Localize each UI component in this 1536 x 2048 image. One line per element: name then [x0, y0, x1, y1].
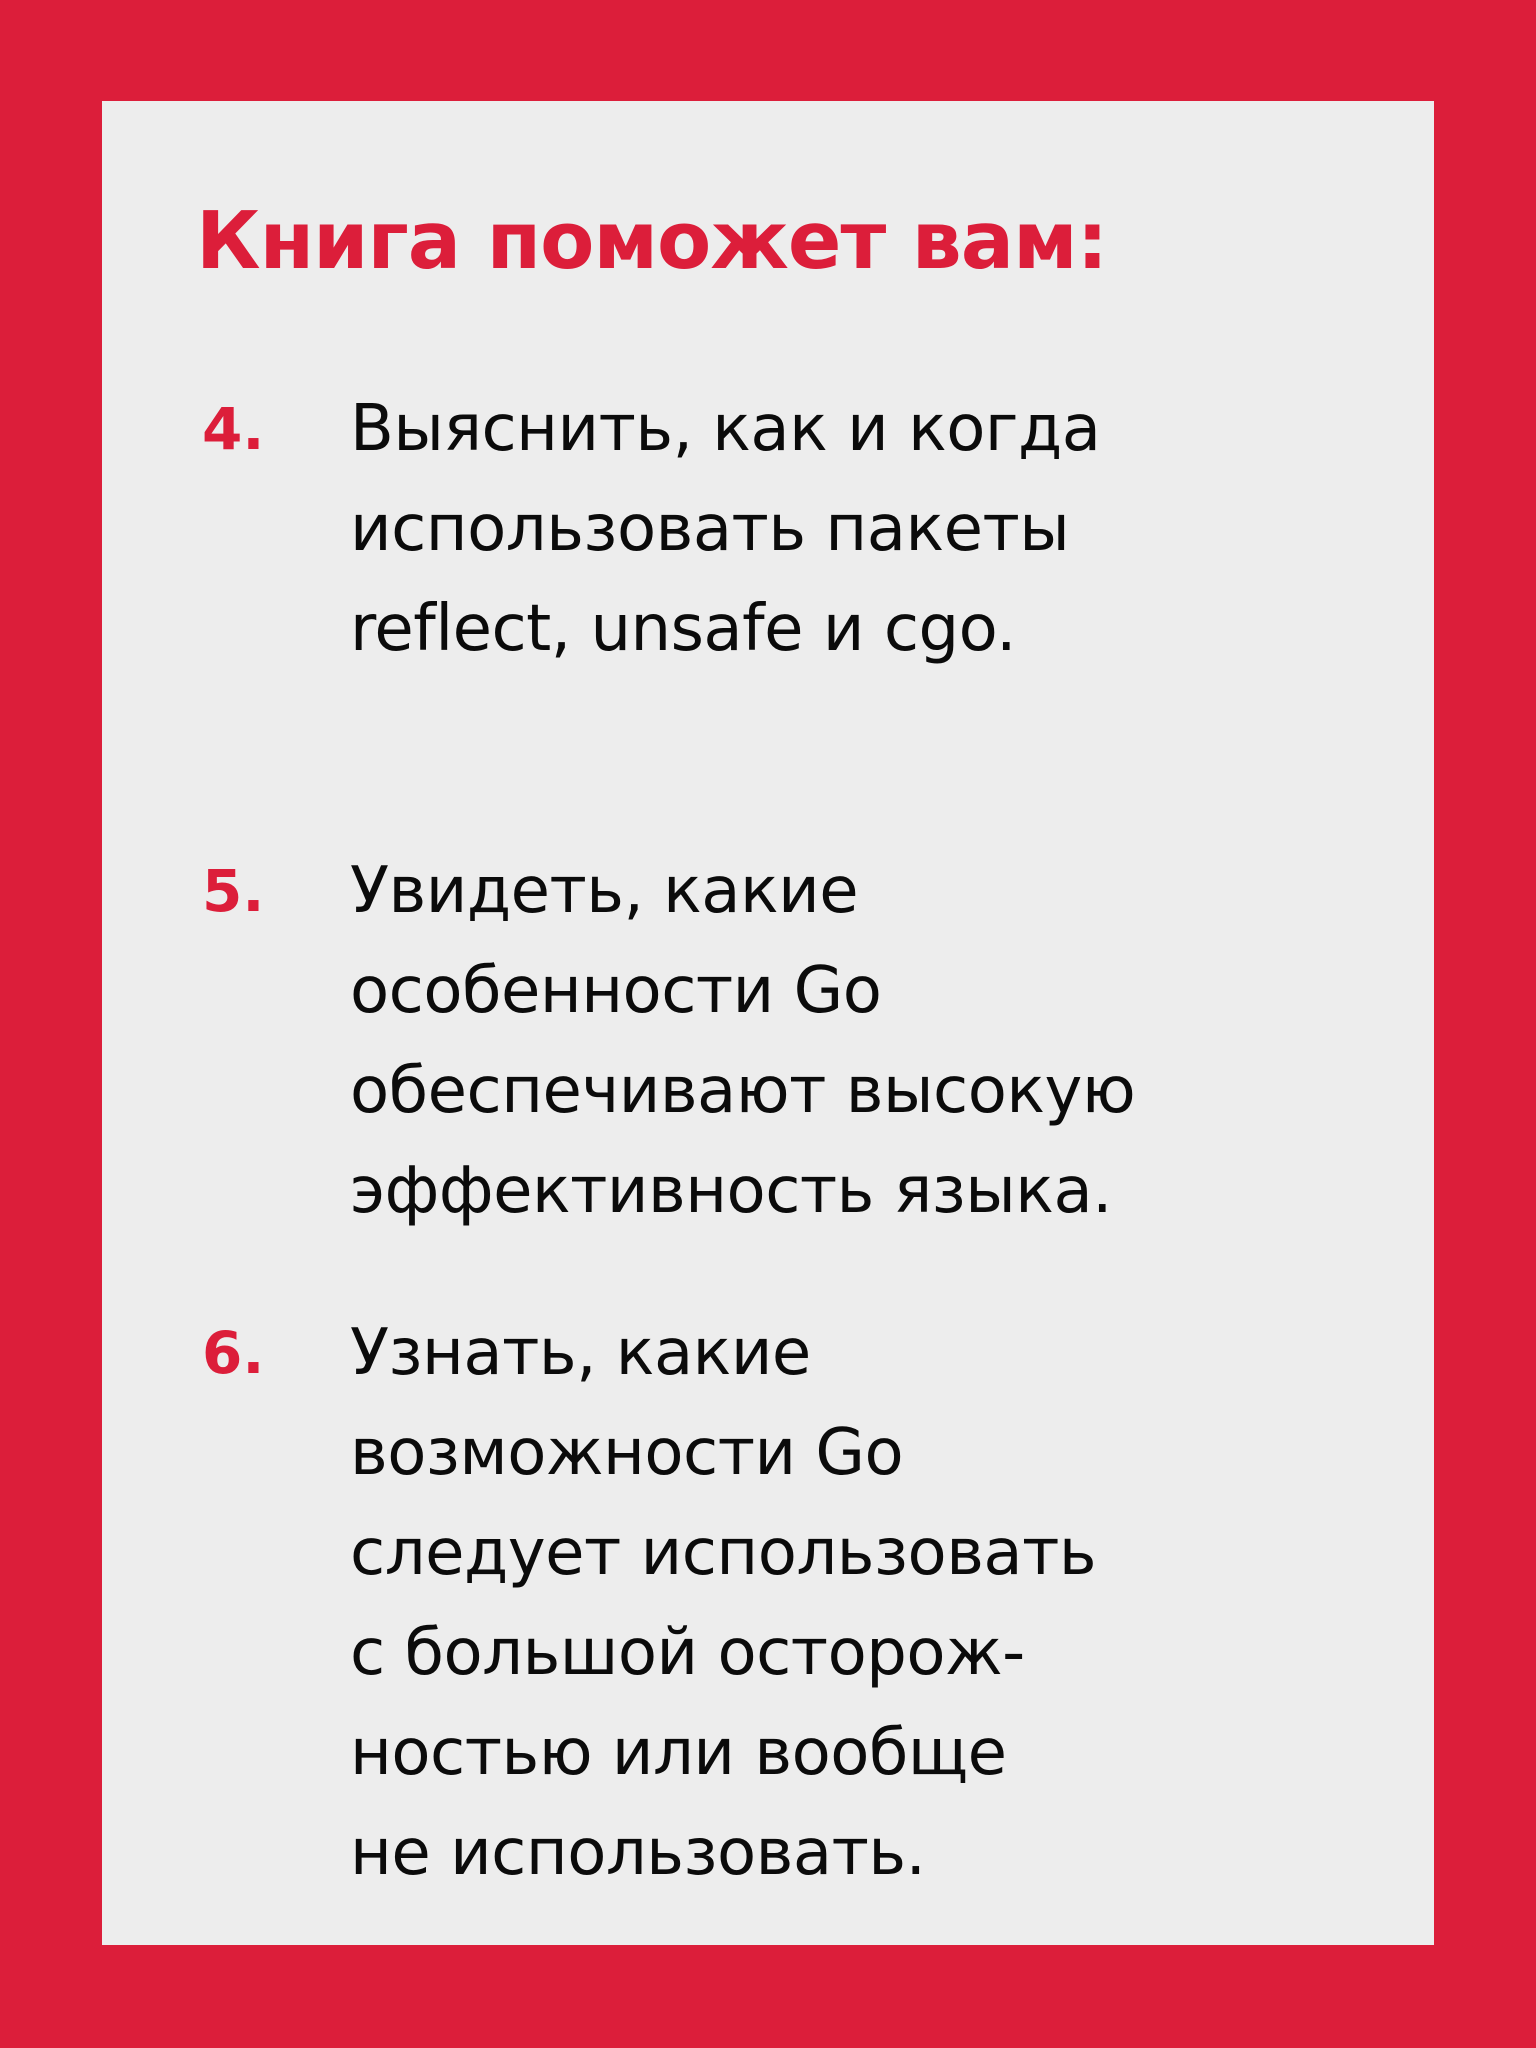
- page-title: Книга поможет вам:: [196, 195, 1108, 287]
- list-item-line: Выяснить, как и когда: [350, 392, 1101, 466]
- list-item-text: [350, 1303, 1096, 1903]
- list-item-line: использовать пакеты: [350, 492, 1070, 566]
- list-item-line: с большой осторож-: [350, 1616, 1025, 1690]
- list-item-line: обеспечивают высокую: [350, 1054, 1136, 1128]
- list-item-line: не использовать.: [350, 1816, 926, 1890]
- list-item-line: следует использовать: [350, 1516, 1097, 1590]
- list-item-number: 5.: [202, 857, 265, 925]
- list-item-text: [350, 841, 1135, 1241]
- list-item-line: reflect, unsafe и cgo.: [350, 592, 1016, 666]
- list-item-number: 4.: [202, 395, 265, 463]
- list-item-line: эффективность языка.: [350, 1154, 1112, 1228]
- content-card: [102, 101, 1434, 1945]
- list-item-line: ностью или вообще: [350, 1716, 1007, 1790]
- list-item-line: возможности Go: [350, 1416, 904, 1490]
- list-item-line: Узнать, какие: [350, 1316, 811, 1390]
- list-item-number: 6.: [202, 1319, 265, 1387]
- list-item-line: особенности Go: [350, 954, 882, 1028]
- list-item-text: [350, 379, 1100, 679]
- list-item-line: Увидеть, какие: [350, 854, 859, 928]
